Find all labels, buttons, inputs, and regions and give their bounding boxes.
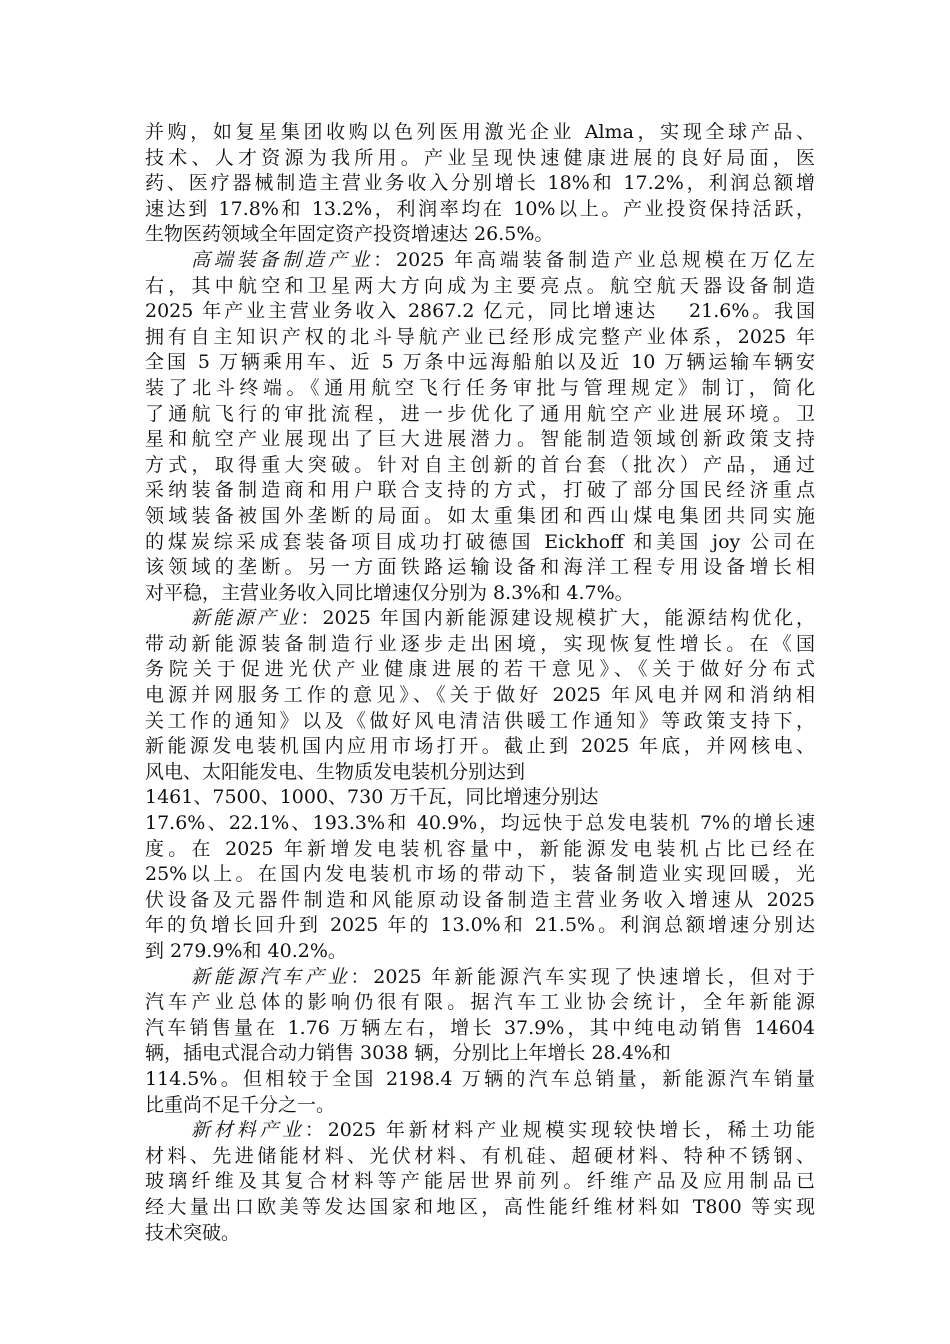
text-line: 年的负增长回升到 2025 年的 13.0%和 21.5%。利润总额增速分别达 bbox=[145, 914, 815, 937]
text-line: 新能源发电装机国内应用市场打开。截止到 2025 年底，并网核电、 bbox=[145, 735, 815, 758]
paragraph-first-line bbox=[145, 248, 815, 274]
text-line: 材料、先进储能材料、光伏材料、有机硅、超硬材料、特种不锈钢、 bbox=[145, 1144, 815, 1167]
text-line: 1461、7500、1000、730 万千瓦，同比增速分别达 bbox=[145, 786, 599, 809]
text-line: 关工作的通知》以及《做好风电清洁供暖工作通知》等政策支持下， bbox=[145, 709, 815, 732]
paragraph-biomedicine-continued bbox=[145, 120, 815, 248]
text-line: 2025 年产业主营业务收入 2867.2 亿元，同比增速达 21.6%。我国 bbox=[145, 300, 815, 323]
document-page bbox=[145, 120, 815, 1246]
text-line: 玻璃纤维及其复合材料等产能居世界前列。纤维产品及应用制品已 bbox=[145, 1170, 815, 1193]
text-line: 务院关于促进光伏产业健康进展的若干意见》、《关于做好分布式 bbox=[145, 658, 815, 681]
paragraph-lead-text: ：2025 年新材料产业规模实现较快增长，稀土功能 bbox=[304, 1119, 815, 1142]
text-line: 比重尚不足千分之一。 bbox=[145, 1093, 336, 1116]
text-line: 电源并网服务工作的意见》、《关于做好 2025 年风电并网和消纳相 bbox=[145, 684, 815, 707]
text-line: 并购，如复星集团收购以色列医用激光企业 Alma，实现全球产品、 bbox=[145, 121, 815, 143]
text-line: 药、医疗器械制造主营业务收入分别增长 18%和 17.2%，利润总额增 bbox=[145, 172, 815, 195]
paragraph-high-end-equipment bbox=[145, 248, 815, 606]
text-line: 技术突破。 bbox=[145, 1221, 241, 1244]
text-line: 到 279.9%和 40.2%。 bbox=[145, 940, 347, 962]
paragraph-lead-text: ：2025 年国内新能源建设规模扩大，能源结构优化， bbox=[300, 607, 815, 630]
text-line: 经大量出口欧美等发达国家和地区，高性能纤维材料如 T800 等实现 bbox=[145, 1195, 815, 1218]
paragraph-first-line bbox=[145, 1118, 815, 1144]
text-line: 方式，取得重大突破。针对自主创新的首台套（批次）产品，通过 bbox=[145, 453, 815, 476]
paragraph-new-energy bbox=[145, 606, 815, 964]
text-line: 辆，插电式混合动力销售 3038 辆，分别比上年增长 28.4%和 bbox=[145, 1042, 671, 1065]
text-line: 拥有自主知识产权的北斗导航产业已经形成完整产业体系，2025 年 bbox=[145, 325, 815, 348]
text-line: 生物医药领域全年固定资产投资增速达 26.5%。 bbox=[145, 223, 554, 246]
text-line: 汽车产业总体的影响仍很有限。据汽车工业协会统计，全年新能源 bbox=[145, 991, 815, 1014]
text-line: 17.6%、22.1%、193.3%和 40.9%，均远快于总发电装机 7%的增长速 bbox=[145, 812, 815, 835]
paragraph-term: 高端装备制造产业 bbox=[191, 248, 374, 271]
text-line: 伏设备及元器件制造和风能原动设备制造主营业务收入增速从 2025 bbox=[145, 888, 815, 911]
text-line: 采纳装备制造商和用户联合支持的方式，打破了部分国民经济重点 bbox=[145, 479, 815, 502]
text-line: 对平稳，主营业务收入同比增速仅分别为 8.3%和 4.7%。 bbox=[145, 581, 634, 604]
text-line: 了通航飞行的审批流程，进一步优化了通用航空产业进展环境。卫 bbox=[145, 402, 815, 425]
text-line: 速达到 17.8%和 13.2%，利润率均在 10%以上。产业投资保持活跃， bbox=[145, 197, 815, 220]
text-line: 的煤炭综采成套装备项目成功打破德国 Eickhoff 和美国 joy 公司在 bbox=[145, 530, 815, 553]
text-line: 带动新能源装备制造行业逐步走出困境，实现恢复性增长。在《国 bbox=[145, 632, 815, 655]
text-line: 114.5%。但相较于全国 2198.4 万辆的汽车总销量，新能源汽车销量 bbox=[145, 1067, 815, 1090]
paragraph-first-line bbox=[145, 965, 815, 991]
text-line: 汽车销售量在 1.76 万辆左右，增长 37.9%，其中纯电动销售 14604 bbox=[145, 1016, 815, 1039]
text-line: 风电、太阳能发电、生物质发电装机分别达到 bbox=[145, 760, 526, 783]
paragraph-term: 新能源产业 bbox=[191, 607, 301, 630]
paragraph-term: 新能源汽车产业 bbox=[191, 965, 351, 988]
text-line: 星和航空产业展现出了巨大进展潜力。智能制造领域创新政策支持 bbox=[145, 428, 815, 451]
text-line: 装了北斗终端。《通用航空飞行任务审批与管理规定》制订，简化 bbox=[145, 376, 815, 399]
text-line: 全国 5 万辆乘用车、近 5 万条中远海船舶以及近 10 万辆运输车辆安 bbox=[145, 351, 815, 374]
paragraph-lead-text: ：2025 年新能源汽车实现了快速增长，但对于 bbox=[350, 965, 815, 988]
paragraph-new-materials bbox=[145, 1118, 815, 1246]
paragraph-first-line bbox=[145, 606, 815, 632]
text-line: 右，其中航空和卫星两大方向成为主要亮点。航空航天器设备制造 bbox=[145, 274, 815, 297]
paragraph-new-energy-vehicles bbox=[145, 965, 815, 1119]
text-line: 25%以上。在国内发电装机市场的带动下，装备制造业实现回暖，光 bbox=[145, 863, 815, 886]
text-line: 领域装备被国外垄断的局面。如太重集团和西山煤电集团共同实施 bbox=[145, 504, 815, 527]
paragraph-lead-text: ：2025 年高端装备制造产业总规模在万亿左 bbox=[373, 248, 815, 271]
text-line: 该领域的垄断。另一方面铁路运输设备和海洋工程专用设备增长相 bbox=[145, 556, 815, 579]
text-line: 技术、人才资源为我所用。产业呈现快速健康进展的良好局面，医 bbox=[145, 146, 815, 169]
text-line: 度。在 2025 年新增发电装机容量中，新能源发电装机占比已经在 bbox=[145, 837, 815, 860]
paragraph-term: 新材料产业 bbox=[191, 1119, 305, 1142]
